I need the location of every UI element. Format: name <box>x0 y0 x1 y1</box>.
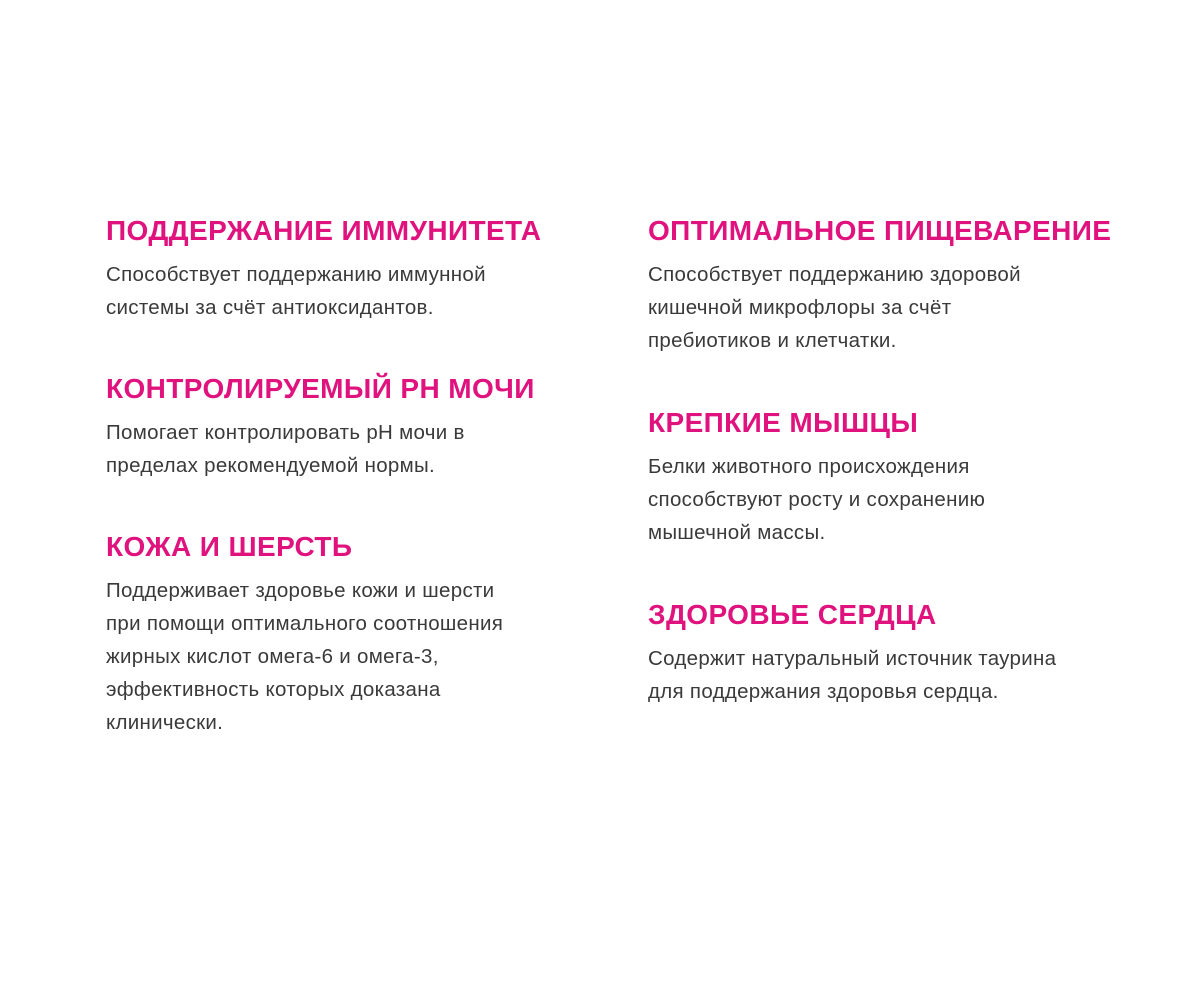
benefit-description: Белки животного происхождения способствуют росту и сохранению мышечной массы. <box>648 455 986 544</box>
benefit-title: ЗДОРОВЬЕ СЕРДЦА <box>648 599 937 630</box>
benefits-right-column <box>648 211 1148 708</box>
benefit-immunity <box>106 211 606 324</box>
benefit-muscles <box>648 403 1148 549</box>
benefit-description: Способствует поддержанию иммунной системы за счёт антиоксидантов. <box>106 263 486 319</box>
benefit-title: КОЖА И ШЕРСТЬ <box>106 531 353 562</box>
benefit-urine-ph <box>106 369 606 482</box>
benefit-skin-coat <box>106 527 606 739</box>
benefit-description: Способствует поддержанию здоровой кишечной микрофлоры за счёт пребиотиков и клетчатки. <box>648 263 1021 352</box>
benefit-digestion <box>648 211 1148 357</box>
benefit-description: Поддерживает здоровье кожи и шерсти при помощи оптимального соотношения жирных кислот омега-6 и омега-3, эффективность которых доказана клинически. <box>106 579 504 734</box>
benefit-title: КОНТРОЛИРУЕМЫЙ PH МОЧИ <box>106 373 535 404</box>
benefit-title: ПОДДЕРЖАНИЕ ИММУНИТЕТА <box>106 215 542 246</box>
benefits-left-column <box>106 211 606 739</box>
benefit-title: ОПТИМАЛЬНОЕ ПИЩЕВАРЕНИЕ <box>648 215 1112 246</box>
benefit-description: Помогает контролировать pH мочи в пределах рекомендуемой нормы. <box>106 421 465 477</box>
benefit-title: КРЕПКИЕ МЫШЦЫ <box>648 407 919 438</box>
benefit-heart <box>648 595 1148 708</box>
benefit-description: Содержит натуральный источник таурина для поддержания здоровья сердца. <box>648 647 1057 703</box>
